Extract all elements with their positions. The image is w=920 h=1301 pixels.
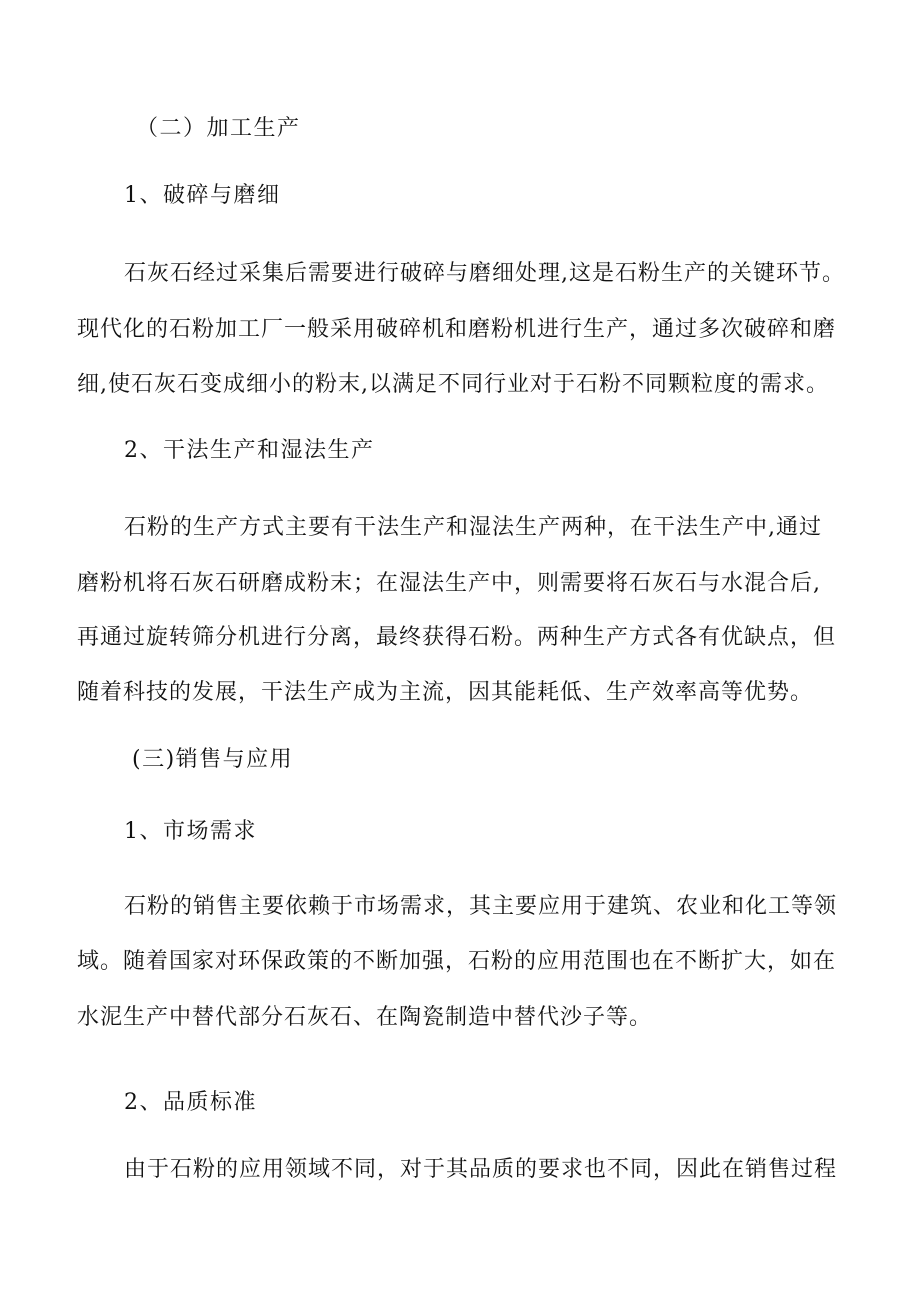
paragraph-line: 现代化的石粉加工厂一般采用破碎机和磨粉机进行生产，通过多次破碎和磨: [77, 317, 837, 342]
paragraph-line: 域。随着国家对环保政策的不断加强，石粉的应用范围也在不断扩大，如在: [77, 949, 837, 974]
subheading-quality-standards: 2、品质标准: [124, 1090, 257, 1115]
subheading-crushing-grinding: 1、破碎与磨细: [124, 183, 281, 208]
subheading-market-demand: 1、市场需求: [124, 819, 257, 844]
paragraph-line: 再通过旋转筛分机进行分离，最终获得石粉。两种生产方式各有优缺点，但: [77, 625, 837, 650]
paragraph-line: 磨粉机将石灰石研磨成粉末；在湿法生产中，则需要将石灰石与水混合后,: [77, 571, 821, 596]
paragraph-line: 由于石粉的应用领域不同，对于其品质的要求也不同，因此在销售过程: [124, 1157, 838, 1182]
paragraph-line: 石粉的销售主要依赖于市场需求，其主要应用于建筑、农业和化工等领: [124, 894, 838, 919]
paragraph-line: 石粉的生产方式主要有干法生产和湿法生产两种，在干法生产中,通过: [124, 515, 822, 540]
paragraph-line: 水泥生产中替代部分石灰石、在陶瓷制造中替代沙子等。: [77, 1005, 653, 1030]
subheading-dry-wet-production: 2、干法生产和湿法生产: [124, 438, 375, 463]
paragraph-line: 石灰石经过采集后需要进行破碎与磨细处理,这是石粉生产的关键环节。: [124, 261, 845, 286]
paragraph-line: 细,使石灰石变成细小的粉末,以满足不同行业对于石粉不同颗粒度的需求。: [77, 372, 829, 397]
section-heading-sales-application: (三)销售与应用: [132, 747, 294, 772]
section-heading-processing: （二）加工生产: [136, 116, 301, 141]
paragraph-line: 随着科技的发展，干法生产成为主流，因其能耗低、生产效率高等优势。: [77, 680, 814, 705]
